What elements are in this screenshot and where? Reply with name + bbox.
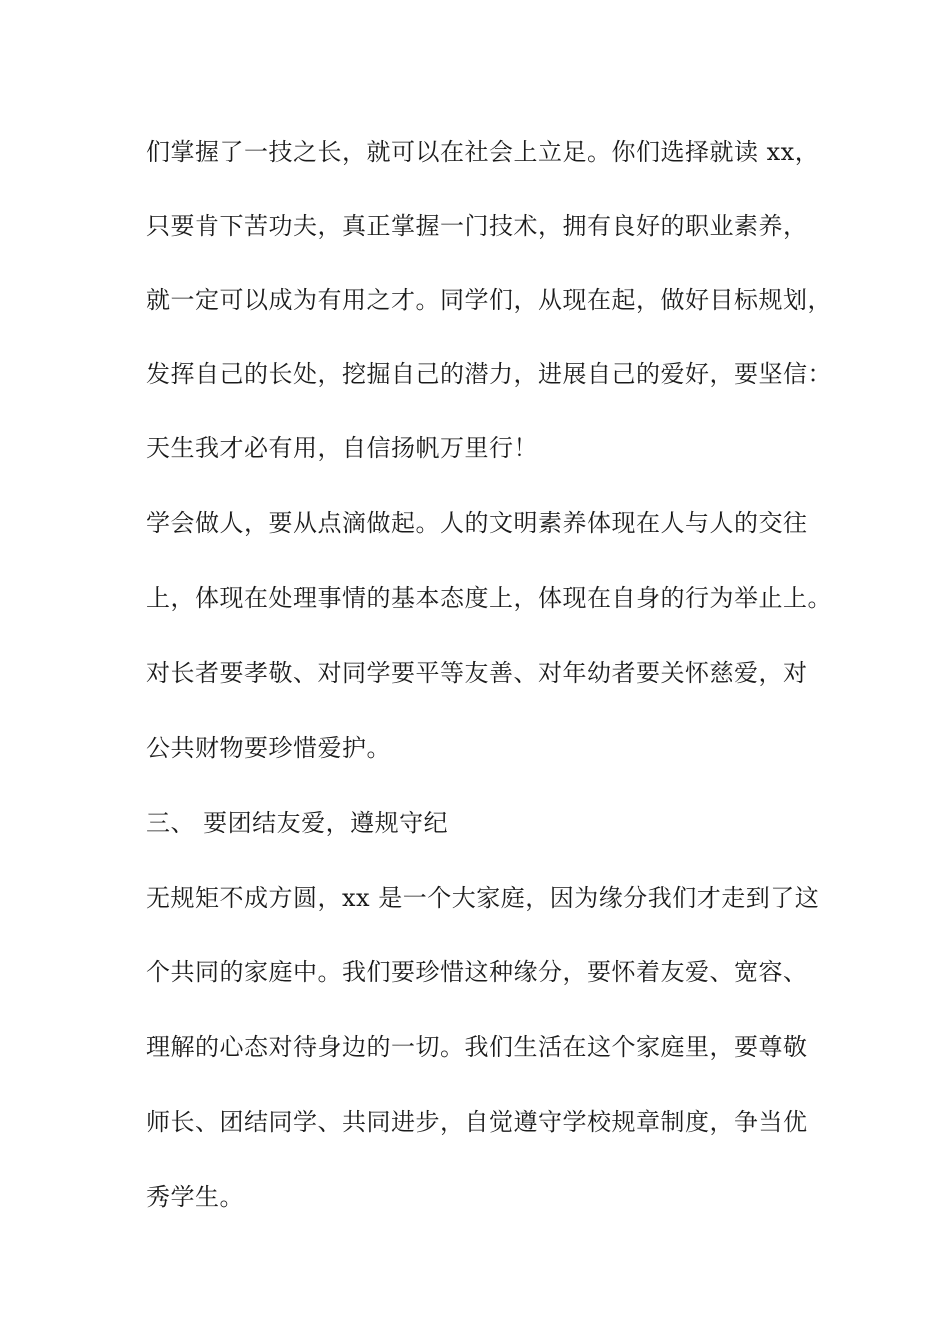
text-line: 个共同的家庭中。我们要珍惜这种缘分，要怀着友爱、宽容、 <box>146 958 808 986</box>
text-line: 上，体现在处理事情的基本态度上，体现在自身的行为举止上。 <box>146 584 832 612</box>
text-line: 秀学生。 <box>146 1183 244 1211</box>
text-line: 师长、团结同学、共同进步，自觉遵守学校规章制度，争当优 <box>146 1108 808 1136</box>
text-line: 学会做人，要从点滴做起。人的文明素养体现在人与人的交往 <box>146 509 808 537</box>
text-line: 公共财物要珍惜爱护。 <box>146 734 391 762</box>
text-line: 天生我才必有用，自信扬帆万里行！ <box>146 434 538 462</box>
text-line: 理解的心态对待身边的一切。我们生活在这个家庭里，要尊敬 <box>146 1033 808 1061</box>
section-heading: 三、 要团结友爱，遵规守纪 <box>146 809 449 837</box>
text-line: 只要肯下苦功夫，真正掌握一门技术，拥有良好的职业素养， <box>146 212 808 240</box>
text-line: 们掌握了一技之长，就可以在社会上立足。你们选择就读 xx， <box>146 138 820 166</box>
text-line: 就一定可以成为有用之才。同学们，从现在起，做好目标规划， <box>146 286 832 314</box>
text-line: 发挥自己的长处，挖掘自己的潜力，进展自己的爱好，要坚信： <box>146 360 832 388</box>
text-line: 对长者要孝敬、对同学要平等友善、对年幼者要关怀慈爱，对 <box>146 659 808 687</box>
text-line: 无规矩不成方圆，xx 是一个大家庭，因为缘分我们才走到了这 <box>146 884 820 912</box>
